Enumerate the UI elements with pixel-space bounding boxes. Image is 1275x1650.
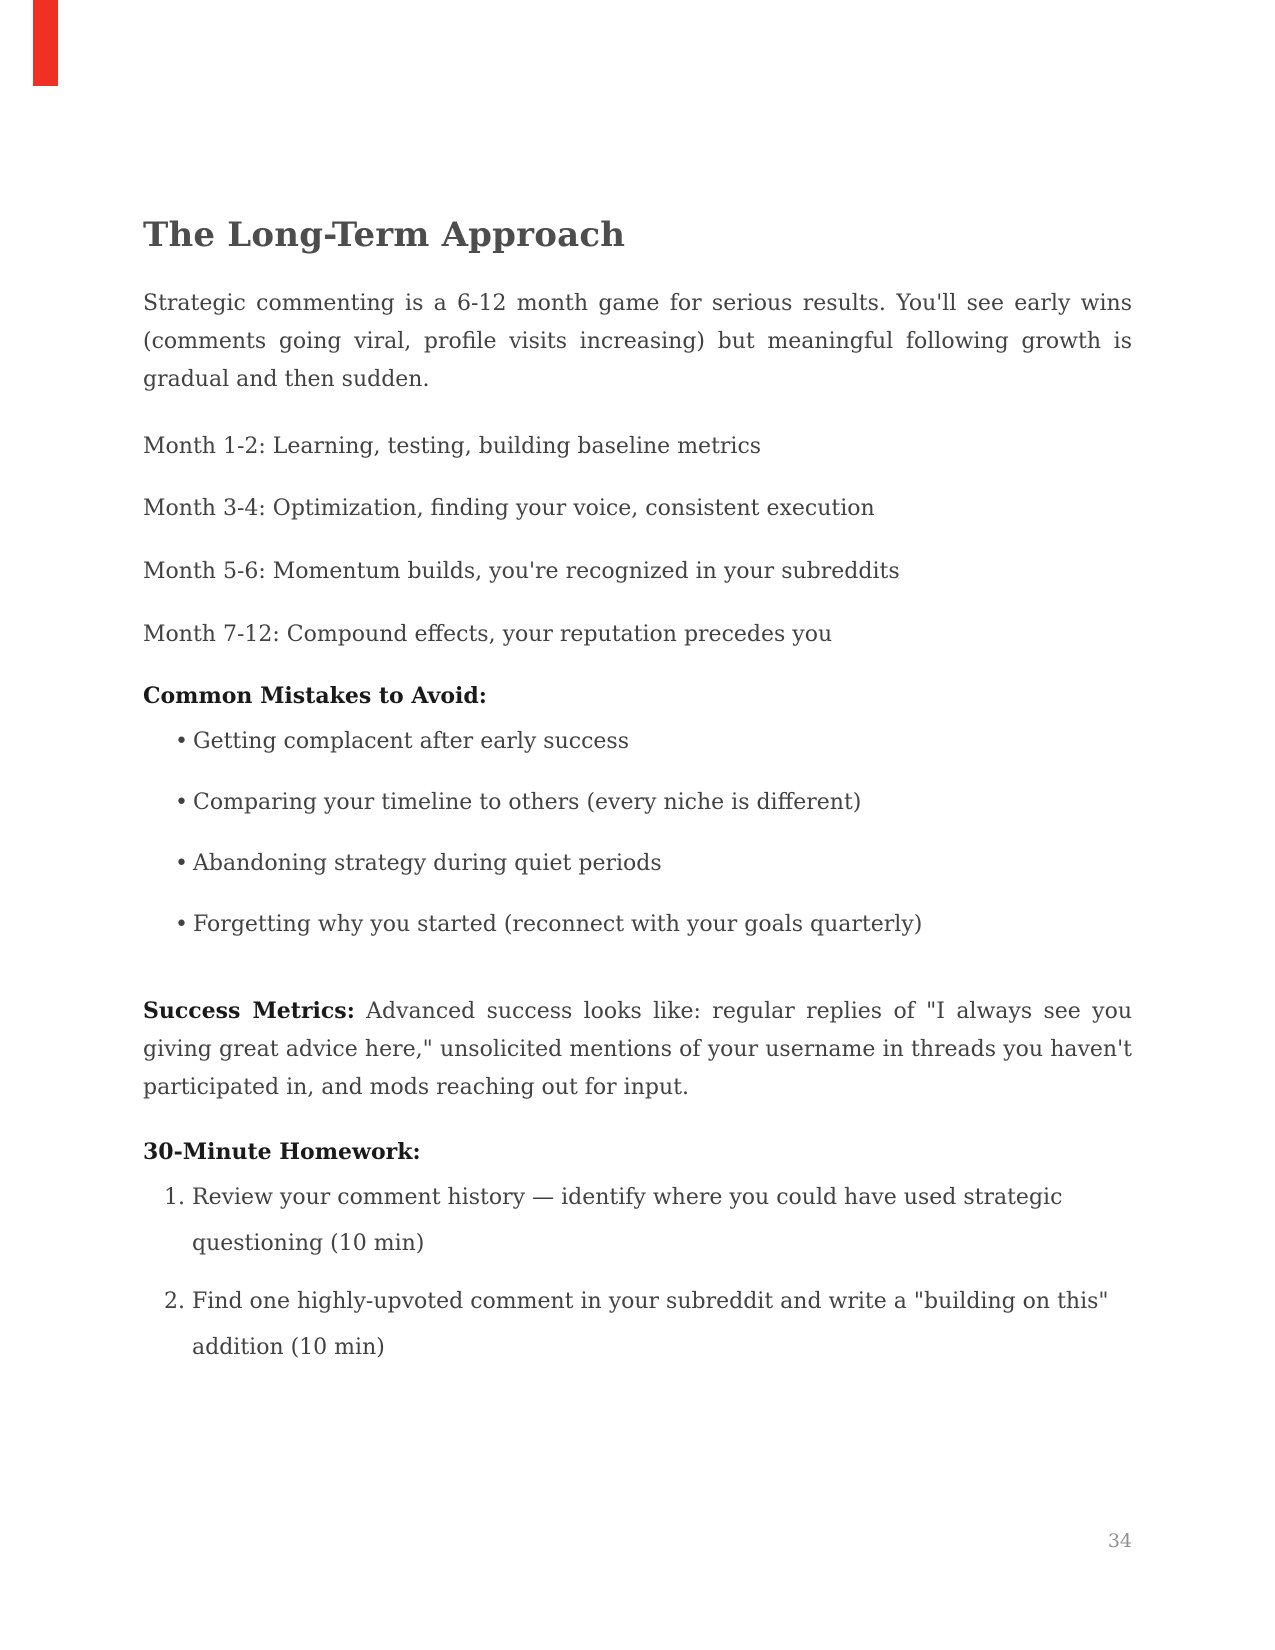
red-marker xyxy=(33,0,58,86)
list-item xyxy=(143,723,1132,761)
month-line-1: Month 1-2: Learning, testing, building baseline metrics xyxy=(143,434,762,459)
page-title: The Long-Term Approach xyxy=(143,214,626,255)
list-item-text: Find one highly-upvoted comment in your subreddit and write a "building on this" addition (10 min) xyxy=(192,1289,1109,1360)
intro-paragraph: Strategic commenting is a 6-12 month game for serious results. You'll see early wins (comments going viral, profile visits increasing) but meaningful following growth is gradual and then sudden. xyxy=(143,291,1132,392)
list-item-text: Getting complacent after early success xyxy=(193,729,630,754)
list-item-text: Abandoning strategy during quiet periods xyxy=(193,851,662,876)
list-item xyxy=(143,1175,1132,1267)
list-item xyxy=(143,845,1132,883)
success-metrics-paragraph xyxy=(143,992,1132,1107)
month-line-4: Month 7-12: Compound effects, your reputation precedes you xyxy=(143,622,833,647)
bullet-icon: • xyxy=(175,912,188,937)
list-item xyxy=(143,784,1132,822)
mistakes-bullet-list xyxy=(143,723,1132,967)
month-line-2: Month 3-4: Optimization, finding your voice, consistent execution xyxy=(143,496,875,521)
bullet-icon: • xyxy=(175,790,188,815)
month-line-3: Month 5-6: Momentum builds, you're recognized in your subreddits xyxy=(143,559,900,584)
success-metrics-label: Success Metrics: xyxy=(143,998,355,1024)
list-item xyxy=(143,906,1132,944)
homework-numbered-list xyxy=(143,1175,1132,1371)
page-number: 34 xyxy=(1107,1530,1132,1552)
list-item-text: Comparing your timeline to others (every niche is different) xyxy=(193,790,862,815)
mistakes-heading: Common Mistakes to Avoid: xyxy=(143,683,487,709)
list-item-text: Forgetting why you started (reconnect with your goals quarterly) xyxy=(193,912,923,937)
success-metrics-text: Advanced success looks like: regular replies of "I always see you giving great advice here," unsolicited mentions of your username in threads you haven't participated in, and mods reaching out for input. xyxy=(143,999,1132,1100)
homework-heading: 30-Minute Homework: xyxy=(143,1139,421,1165)
bullet-icon: • xyxy=(175,729,188,754)
bullet-icon: • xyxy=(175,851,188,876)
list-item xyxy=(143,1279,1132,1371)
list-number: 2. xyxy=(164,1289,185,1314)
list-number: 1. xyxy=(164,1185,185,1210)
list-item-text: Review your comment history — identify where you could have used strategic questioning (10 min) xyxy=(192,1185,1063,1256)
